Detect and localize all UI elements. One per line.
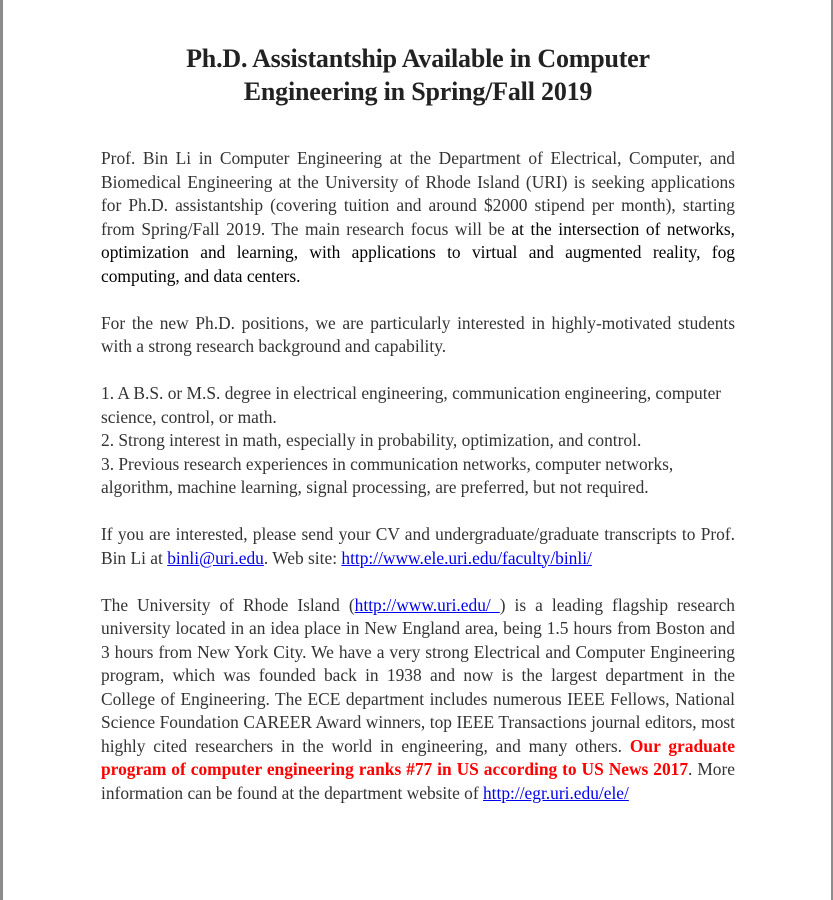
requirement-item-3: 3. Previous research experiences in communication networks, computer networks, algorithm, machine learning, signal processing, are preferred, but not required. (101, 453, 674, 497)
more-info-text: . More information can be found at the department website of (101, 759, 735, 803)
faculty-website-link[interactable]: http://www.ele.uri.edu/faculty/binli/ (341, 547, 592, 568)
department-website-link[interactable]: http://egr.uri.edu/ele/ (482, 782, 629, 803)
contact-text-middle: . Web site: (263, 547, 342, 568)
document-title (101, 42, 735, 108)
contact-text: If you are interested, please send your CV and undergraduate/graduate transcripts to Prof. Bin Li at (101, 524, 735, 568)
intro-text: Prof. Bin Li in Computer Engineering at the Department of Electrical, Computer, and Biomedical Engineering at the University of Rhode Island (URI) is seeking applications for Ph.D. assistantship (covering tuition and around $2000 stipend per month), starting from Spring/Fall 2019. The main research focus will be (101, 148, 735, 239)
requirement-item-2: 2. Strong interest in math, especially in probability, optimization, and control. (101, 430, 642, 450)
title-line-2: Engineering in Spring/Fall 2019 (243, 77, 593, 106)
title-line-1: Ph.D. Assistantship Available in Computer (186, 44, 650, 73)
university-text: The University of Rhode Island ( (101, 594, 355, 615)
requirement-item-1: 1. A B.S. or M.S. degree in electrical engineering, communication engineering, computer science, control, or math. (101, 383, 722, 427)
document-page (101, 42, 735, 805)
research-focus-text: at the intersection of networks, optimization and learning, with applications to virtual and augmented reality, fog computing, and data centers. (101, 218, 736, 286)
interest-paragraph: For the new Ph.D. positions, we are particularly interested in highly-motivated students with a strong research background and capability. (101, 312, 735, 356)
email-link[interactable]: binli@uri.edu (167, 547, 264, 568)
intro-paragraph (101, 147, 735, 288)
university-text-continued: ) is a leading flagship research university located in an idea place in New England area, being 1.5 hours from Boston and 3 hours from New York City. We have a very strong Electrical and Computer Engineering program, which was founded back in 1938 and now is the largest department in the College of Engineering. The ECE department includes numerous IEEE Fellows, National Science Foundation CAREER Award winners, top IEEE Transactions journal editors, most highly cited researchers in the world in engineering, and many others. (101, 594, 736, 756)
requirements-list (101, 382, 735, 500)
uri-website-link[interactable]: http://www.uri.edu/ (354, 594, 500, 615)
ranking-highlight: Our graduate program of computer engineering ranks #77 in US according to US News 2017 (101, 735, 736, 779)
university-paragraph (101, 594, 735, 806)
page-edge-left (0, 0, 3, 900)
contact-paragraph (101, 523, 735, 570)
